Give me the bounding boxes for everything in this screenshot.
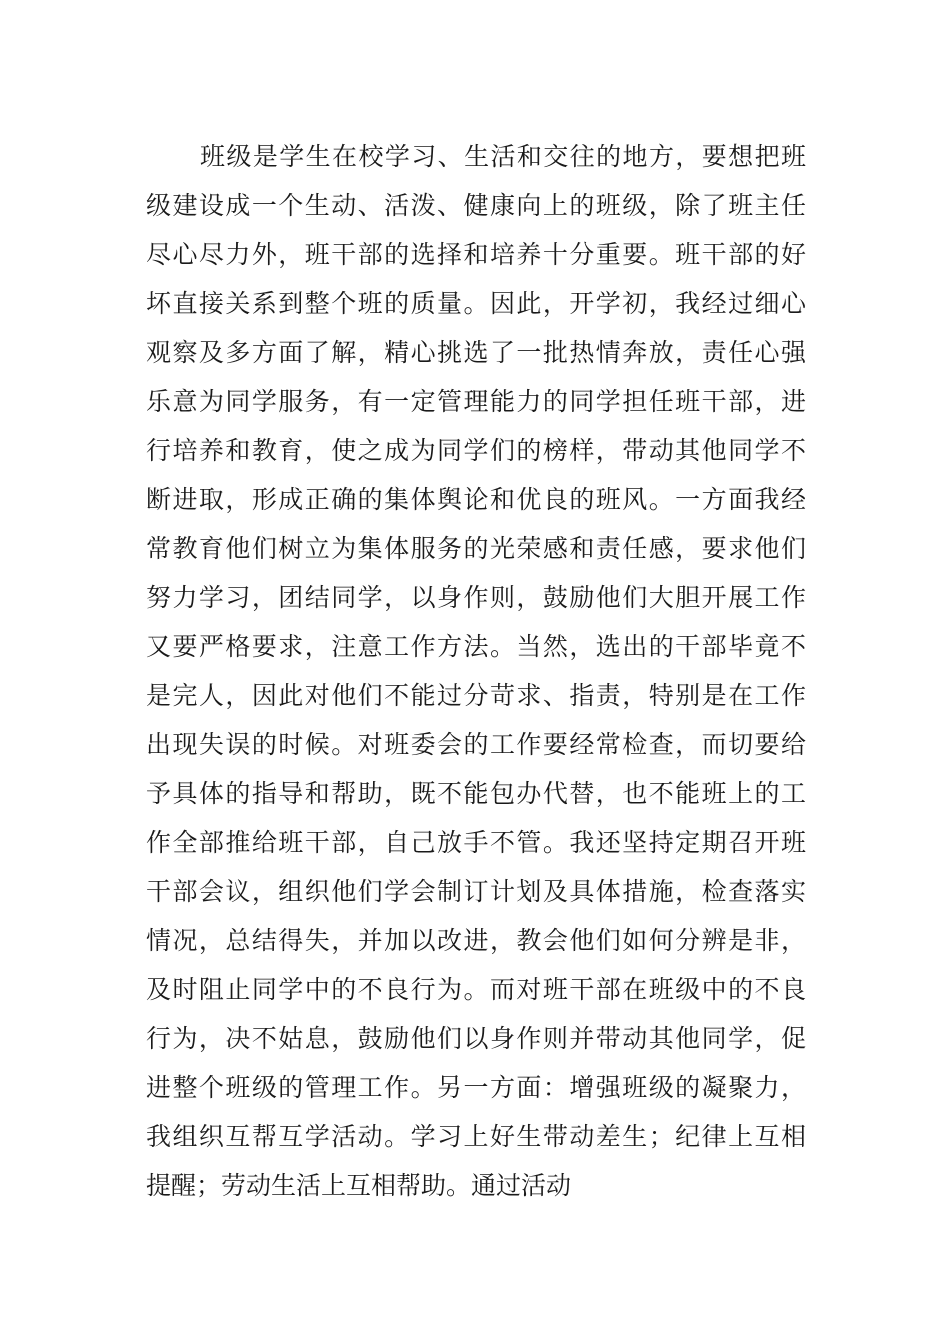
paragraph-line: 及时阻止同学中的不良行为。而对班干部在班级中的不良 [146, 975, 806, 1004]
paragraph-line: 努力学习，团结同学，以身作则，鼓励他们大胆开展工作 [146, 583, 806, 612]
paragraph-line: 予具体的指导和帮助，既不能包办代替，也不能班上的工 [146, 779, 806, 808]
paragraph-line: 乐意为同学服务，有一定管理能力的同学担任班干部，进 [146, 387, 806, 416]
body-paragraph [146, 132, 806, 1210]
paragraph-line: 提醒；劳动生活上互相帮助。通过活动 [146, 1171, 572, 1200]
paragraph-line: 进整个班级的管理工作。另一方面：增强班级的凝聚力， [146, 1073, 806, 1102]
paragraph-line: 是完人，因此对他们不能过分苛求、指责，特别是在工作 [146, 681, 806, 710]
paragraph-line: 作全部推给班干部，自己放手不管。我还坚持定期召开班 [146, 828, 806, 857]
paragraph-line: 我组织互帮互学活动。学习上好生带动差生；纪律上互相 [146, 1122, 806, 1151]
paragraph-line: 出现失误的时候。对班委会的工作要经常检查，而切要给 [146, 730, 806, 759]
paragraph-line: 干部会议，组织他们学会制订计划及具体措施，检查落实 [146, 877, 806, 906]
paragraph-line: 情况，总结得失，并加以改进，教会他们如何分辨是非， [146, 926, 806, 955]
paragraph-line: 级建设成一个生动、活泼、健康向上的班级，除了班主任 [146, 191, 806, 220]
paragraph-line: 常教育他们树立为集体服务的光荣感和责任感，要求他们 [146, 534, 806, 563]
paragraph-line: 坏直接关系到整个班的质量。因此，开学初，我经过细心 [146, 289, 806, 318]
paragraph-line: 又要严格要求，注意工作方法。当然，选出的干部毕竟不 [146, 632, 806, 661]
paragraph-line: 行培养和教育，使之成为同学们的榜样，带动其他同学不 [146, 436, 806, 465]
paragraph-line: 断进取，形成正确的集体舆论和优良的班风。一方面我经 [146, 485, 806, 514]
paragraph-line: 尽心尽力外，班干部的选择和培养十分重要。班干部的好 [146, 240, 806, 269]
paragraph-line: 观察及多方面了解，精心挑选了一批热情奔放，责任心强 [146, 338, 806, 367]
paragraph-line: 行为，决不姑息，鼓励他们以身作则并带动其他同学，促 [146, 1024, 806, 1053]
paragraph-line: 班级是学生在校学习、生活和交往的地方，要想把班 [200, 142, 806, 171]
